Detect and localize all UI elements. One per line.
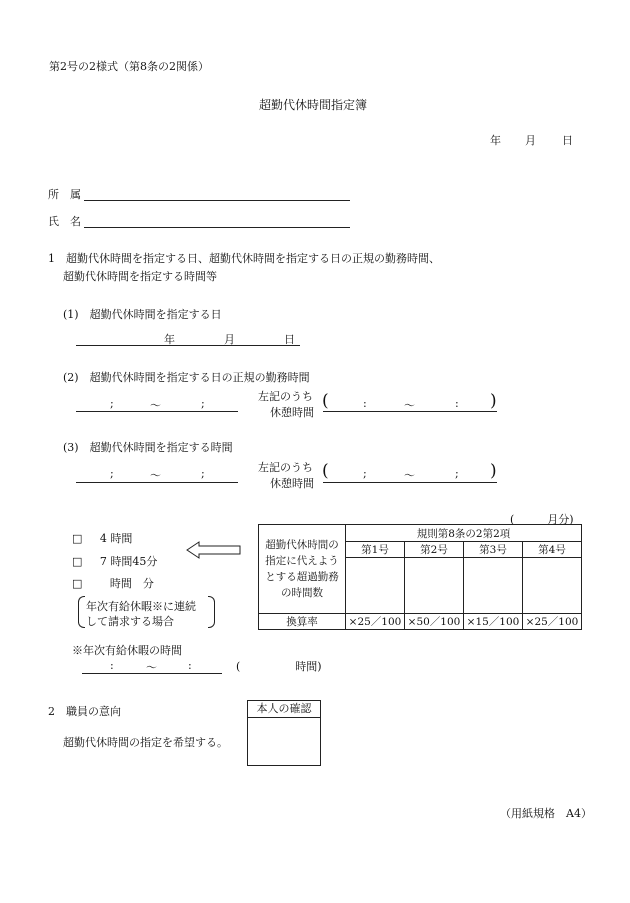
form-number: 第2号の2様式（第8条の2関係） — [49, 60, 209, 73]
sub2-label: (2) 超勤代休時間を指定する日の正規の勤務時間 — [63, 371, 310, 384]
rate-2: ×50／100 — [405, 614, 464, 630]
sub3-open-paren: ( — [322, 461, 329, 481]
annual-leave-colon-start: : — [110, 659, 114, 672]
sub1-year: 年 — [164, 333, 175, 346]
option-4h[interactable] — [72, 530, 132, 546]
leave-note-line2: して請求する場合 — [86, 615, 174, 628]
col-header-2: 第2号 — [405, 542, 464, 558]
annual-leave-label: ※年次有給休暇の時間 — [72, 644, 182, 657]
left-arrow-icon — [186, 540, 242, 560]
sub2-break-label2: 休憩時間 — [270, 406, 314, 419]
option-7h45m[interactable] — [72, 553, 157, 569]
confirmation-label: 本人の確認 — [248, 701, 320, 718]
checkbox-icon[interactable]: □ — [72, 577, 83, 590]
confirmation-seal-area[interactable] — [248, 718, 320, 765]
hours-cell-2[interactable] — [405, 558, 464, 614]
sub3-close-paren: ) — [490, 461, 497, 481]
months-unit: ( 月分) — [510, 513, 574, 526]
sub3-break-time-field[interactable] — [323, 482, 497, 483]
sub2-break-colon-start: : — [363, 397, 367, 410]
sub1-date-field[interactable] — [76, 345, 300, 346]
sub1-month: 月 — [224, 333, 235, 346]
date-month-label: 月 — [525, 134, 536, 147]
name-field[interactable] — [84, 227, 350, 228]
note-bracket-right — [208, 596, 215, 628]
sub3-tilde: 〜 — [150, 469, 161, 482]
sub3-break-label2: 休憩時間 — [270, 477, 314, 490]
checkbox-icon[interactable]: □ — [72, 532, 83, 545]
affiliation-label: 所 属 — [48, 188, 81, 201]
hours-cell-3[interactable] — [464, 558, 523, 614]
annual-leave-hours: ( 時間) — [236, 660, 322, 673]
sub3-colon-end: ; — [201, 467, 205, 480]
col-header-3: 第3号 — [464, 542, 523, 558]
sub2-break-colon-end: : — [455, 397, 459, 410]
sub3-break-colon-start: ; — [363, 467, 367, 480]
hours-cell-4[interactable] — [523, 558, 582, 614]
sub2-break-label1: 左記のうち — [258, 390, 313, 403]
option-custom-label: 時間 分 — [109, 577, 154, 590]
date-year-label: 年 — [490, 134, 501, 147]
annual-leave-tilde: 〜 — [146, 661, 157, 674]
sub2-close-paren: ) — [490, 391, 497, 411]
section2-heading: 2 職員の意向 — [48, 705, 121, 718]
sub1-day: 日 — [284, 333, 295, 346]
affiliation-field[interactable] — [84, 200, 350, 201]
col-header-1: 第1号 — [346, 542, 405, 558]
rate-3: ×15／100 — [464, 614, 523, 630]
sub2-work-time-field[interactable] — [76, 411, 238, 412]
checkbox-icon[interactable]: □ — [72, 555, 83, 568]
sub3-label: (3) 超勤代休時間を指定する時間 — [63, 441, 233, 454]
conversion-rate-table — [258, 524, 582, 630]
option-4h-label: 4 時間 — [99, 532, 133, 545]
sub2-colon-start: ; — [110, 397, 114, 410]
sub3-time-field[interactable] — [76, 482, 238, 483]
name-label: 氏 名 — [48, 215, 81, 228]
option-7h45m-label: 7 時間45分 — [99, 555, 158, 568]
col-header-4: 第4号 — [523, 542, 582, 558]
hours-cell-1[interactable] — [346, 558, 405, 614]
note-bracket-left — [78, 596, 85, 628]
sub3-break-label1: 左記のうち — [258, 461, 313, 474]
rate-1: ×25／100 — [346, 614, 405, 630]
section1-heading: 1 超勤代休時間を指定する日、超勤代休時間を指定する日の正規の勤務時間、 — [48, 252, 440, 265]
document-title: 超勤代休時間指定簿 — [259, 98, 368, 112]
section2-statement: 超勤代休時間の指定を希望する。 — [63, 736, 228, 749]
sub3-colon-start: ; — [110, 467, 114, 480]
section1-heading-cont: 超勤代休時間を指定する時間等 — [63, 270, 217, 283]
sub2-break-tilde: 〜 — [404, 399, 415, 412]
rate-label: 換算率 — [259, 614, 346, 630]
sub2-break-time-field[interactable] — [323, 411, 497, 412]
sub2-colon-end: ; — [201, 397, 205, 410]
sub3-break-tilde: 〜 — [404, 469, 415, 482]
rate-4: ×25／100 — [523, 614, 582, 630]
date-day-label: 日 — [562, 134, 573, 147]
paper-size-note: （用紙規格 A4） — [500, 807, 592, 820]
rule-group-header: 規則第8条の2第2項 — [346, 525, 582, 542]
sub3-break-colon-end: ; — [455, 467, 459, 480]
option-custom[interactable] — [72, 575, 154, 591]
overtime-hours-header: 超勤代休時間の 指定に代えよう とする超過勤務 の時間数 — [259, 525, 346, 614]
sub2-open-paren: ( — [322, 391, 329, 411]
annual-leave-time-field[interactable] — [82, 673, 222, 674]
leave-note-line1: 年次有給休暇※に連続 — [86, 600, 196, 613]
confirmation-box — [247, 700, 321, 766]
sub1-label: (1) 超勤代休時間を指定する日 — [63, 308, 222, 321]
sub2-tilde: 〜 — [150, 399, 161, 412]
annual-leave-colon-end: : — [188, 659, 192, 672]
